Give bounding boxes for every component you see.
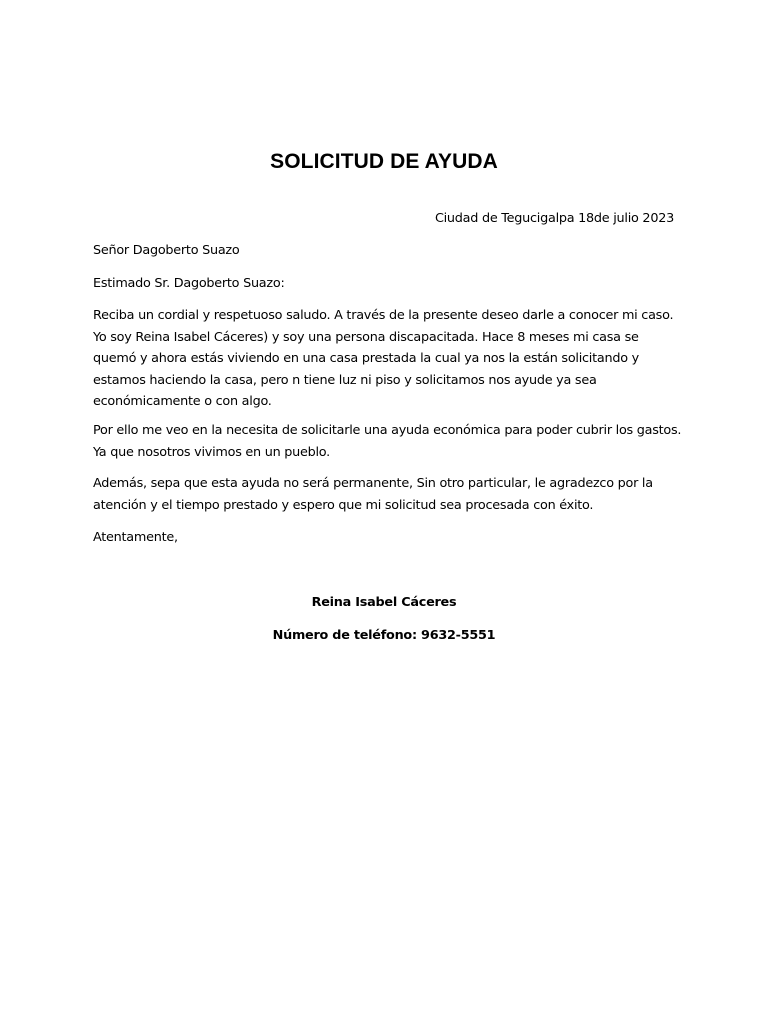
signature-name: Reina Isabel Cáceres — [311, 595, 457, 610]
closing-line: Atentamente, — [93, 530, 178, 545]
body-paragraph-3: Además, sepa que esta ayuda no será permanente, Sin otro particular, le agradezco por la atención y el tiempo prestado y espero que mi solicitud sea procesada con éxito. — [93, 476, 653, 513]
body-paragraph-1: Reciba un cordial y respetuoso saludo. A través de la presente deseo darle a conocer mi caso. Yo soy Reina Isabel Cáceres) y soy una persona discapacitada. Hace 8 meses mi casa se quemó y ahora estás viviendo en una casa prestada la cual ya nos la están solicitando y estamos haciendo la casa, pero n tiene luz ni piso y solicitamos nos ayude ya sea económicamente o con algo. — [93, 308, 674, 409]
signature-phone: Número de teléfono: 9632-5551 — [272, 628, 496, 643]
document-title: SOLICITUD DE AYUDA — [270, 150, 498, 173]
body-paragraph-2: Por ello me veo en la necesita de solicitarle una ayuda económica para poder cubrir los gastos. Ya que nosotros vivimos en un pueblo. — [93, 423, 682, 460]
recipient-line: Señor Dagoberto Suazo — [93, 243, 240, 258]
date-line: Ciudad de Tegucigalpa 18de julio 2023 — [434, 211, 674, 226]
salutation-line: Estimado Sr. Dagoberto Suazo: — [93, 276, 285, 291]
